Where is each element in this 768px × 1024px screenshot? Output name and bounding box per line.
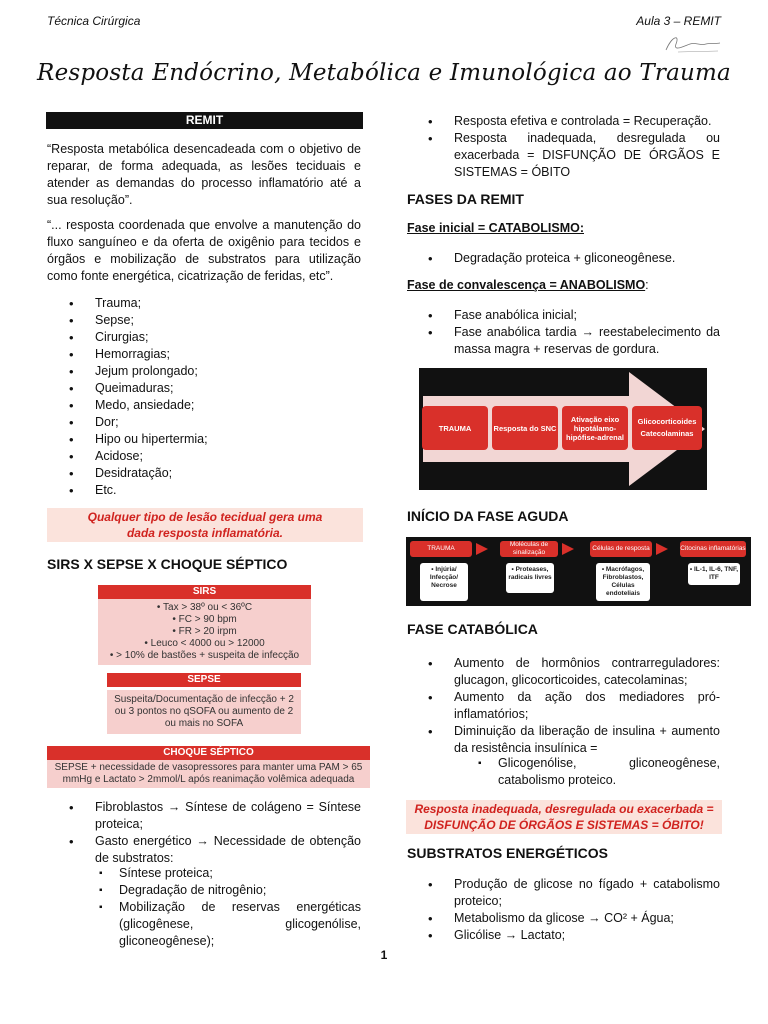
flow-step-hormonios: Glicocorticoides Catecolaminas bbox=[632, 406, 702, 450]
lesion-callout: Qualquer tipo de lesão tecidual gera uma dada resposta inflamatória. bbox=[47, 508, 363, 542]
list-item: • Hemorragias; bbox=[47, 346, 361, 363]
list-item: • Fibroblastos → Síntese de colágeno = Síntese proteica; bbox=[47, 799, 361, 833]
sirs-criterion: • Leuco < 4000 ou > 12000 bbox=[144, 638, 265, 649]
list-item: • Queimaduras; bbox=[47, 380, 361, 397]
list-item: • Sepse; bbox=[47, 312, 361, 329]
list-item: • Degradação proteica + gliconeogênese. bbox=[406, 250, 720, 267]
sirs-criterion: • FR > 20 irpm bbox=[172, 626, 237, 637]
acute-body-celulas: • Macrófagos, Fibroblastos, Células endoteliais bbox=[596, 563, 650, 601]
header-right: Aula 3 – REMIT bbox=[636, 14, 721, 28]
list-item: • Resposta efetiva e controlada = Recuperação. bbox=[406, 113, 720, 130]
remit-definition-2: “... resposta coordenada que envolve a manutenção do fluxo sanguíneo e da oferta de oxigênio para tecidos e órgãos e mobilização de substratos para utilização como fonte energética, cicatrização de feridas, etc”. bbox=[47, 218, 361, 283]
fase-conv-colon: : bbox=[645, 278, 649, 292]
list-item: ▪ Degradação de nitrogênio; bbox=[47, 882, 361, 899]
arrow-right-icon bbox=[656, 543, 668, 555]
list-item: • Aumento da ação dos mediadores pró-inflamatórios; bbox=[406, 689, 720, 723]
list-item: • Cirurgias; bbox=[47, 329, 361, 346]
list-item: • Metabolismo da glicose → CO² + Água; bbox=[406, 910, 720, 927]
list-item: ▪ Síntese proteica; bbox=[47, 865, 361, 882]
list-item: • Acidose; bbox=[47, 448, 361, 465]
sepse-box bbox=[107, 673, 301, 734]
list-item: ▪ Mobilização de reservas energéticas (glicogênese, glicogenólise, gliconeogênese); bbox=[47, 899, 361, 950]
catab-heading: FASE CATABÓLICA bbox=[407, 621, 538, 637]
list-item: • Jejum prolongado; bbox=[47, 363, 361, 380]
flow-step-eixo: Ativação eixo hipotálamo-hipófise-adrenal bbox=[562, 406, 628, 450]
sirs-criterion: • Tax > 38º ou < 36ºC bbox=[156, 602, 253, 613]
outcome-list bbox=[406, 113, 720, 181]
sepse-box-title: SEPSE bbox=[107, 673, 301, 687]
choque-box-title: CHOQUE SÉPTICO bbox=[47, 746, 370, 760]
signature-icon bbox=[658, 32, 728, 56]
acute-head-citocinas: Citocinas inflamatórias bbox=[680, 541, 746, 557]
arrow-right-icon bbox=[562, 543, 574, 555]
arrow-right-icon bbox=[476, 543, 488, 555]
sirs-heading: SIRS X SEPSE X CHOQUE SÉPTICO bbox=[47, 556, 288, 572]
fase-inicial-list bbox=[406, 250, 720, 267]
list-item: ▪ Glicogenólise, gliconeogênese, catabolismo proteico. bbox=[426, 755, 720, 789]
list-item: • Glicólise → Lactato; bbox=[406, 927, 720, 944]
list-item: • Desidratação; bbox=[47, 465, 361, 482]
aguda-heading: INÍCIO DA FASE AGUDA bbox=[407, 508, 569, 524]
list-item: • Gasto energético → Necessidade de obtenção de substratos: bbox=[47, 833, 361, 867]
list-item: • Hipo ou hipertermia; bbox=[47, 431, 361, 448]
remit-definition-1: “Resposta metabólica desencadeada com o objetivo de reparar, de forma adequada, as lesões teciduais e atender as demandas do processo inflamatório até a sua resolução”. bbox=[47, 142, 361, 207]
remit-bar: REMIT bbox=[46, 112, 363, 129]
causes-list bbox=[47, 295, 361, 499]
sirs-criterion: • > 10% de bastões + suspeita de infecção bbox=[109, 650, 300, 661]
acute-head-moleculas: Moléculas de sinalização bbox=[500, 541, 558, 557]
acute-body-moleculas: • Proteases, radicais livres bbox=[506, 563, 554, 593]
acute-head-celulas: Células de resposta bbox=[590, 541, 652, 557]
subs-list bbox=[406, 876, 720, 944]
list-item: • Aumento de hormônios contrarreguladores: glucagon, glicocorticoides, catecolaminas; bbox=[406, 655, 720, 689]
energy-list bbox=[47, 799, 361, 867]
sirs-box bbox=[98, 585, 311, 665]
remit-flow-diagram bbox=[419, 368, 707, 490]
list-item: • Fase anabólica inicial; bbox=[406, 307, 720, 324]
sirs-criterion: • FC > 90 bpm bbox=[172, 614, 237, 625]
list-item: • Resposta inadequada, desregulada ou exacerbada = DISFUNÇÃO DE ÓRGÃOS E SISTEMAS = ÓBITO bbox=[406, 130, 720, 181]
acute-body-citocinas: • IL-1, IL-6, TNF, ITF bbox=[688, 563, 740, 585]
acute-body-trauma: • Injúria/ Infecção/ Necrose bbox=[420, 563, 468, 601]
choque-box bbox=[47, 746, 370, 788]
catab-list bbox=[406, 655, 720, 757]
sirs-box-title: SIRS bbox=[98, 585, 311, 599]
list-item: • Trauma; bbox=[47, 295, 361, 312]
list-item: • Produção de glicose no fígado + catabolismo proteico; bbox=[406, 876, 720, 910]
fase-conv-label: Fase de convalescença = ANABOLISMO bbox=[407, 278, 646, 292]
acute-head-trauma: TRAUMA bbox=[410, 541, 472, 557]
list-item: • Fase anabólica tardia → reestabelecimento da massa magra + reservas de gordura. bbox=[406, 324, 720, 358]
subs-heading: SUBSTRATOS ENERGÉTICOS bbox=[407, 845, 608, 861]
failure-callout: Resposta inadequada, desregulada ou exacerbada = DISFUNÇÃO DE ÓRGÃOS E SISTEMAS = ÓBITO! bbox=[406, 800, 722, 834]
fase-conv-list bbox=[406, 307, 720, 358]
fases-heading: FASES DA REMIT bbox=[407, 191, 524, 207]
page-title: Resposta Endócrino, Metabólica e Imunológica ao Trauma bbox=[37, 60, 731, 86]
sepse-box-text: Suspeita/Documentação de infecção + 2 ou 3 pontos no qSOFA ou aumento de 2 ou mais no SOFA bbox=[107, 690, 301, 734]
flow-step-trauma: TRAUMA bbox=[422, 406, 488, 450]
page-number: 1 bbox=[380, 948, 388, 962]
list-item: • Diminuição da liberação de insulina + aumento da resistência insulínica = bbox=[406, 723, 720, 757]
list-item: • Medo, ansiedade; bbox=[47, 397, 361, 414]
flow-step-snc: Resposta do SNC bbox=[492, 406, 558, 450]
list-item: • Etc. bbox=[47, 482, 361, 499]
fase-inicial-heading: Fase inicial = CATABOLISMO: bbox=[407, 221, 584, 235]
catab-sublist bbox=[426, 755, 720, 789]
acute-phase-diagram bbox=[406, 537, 751, 606]
list-item: • Dor; bbox=[47, 414, 361, 431]
energy-sublist bbox=[47, 865, 361, 950]
header-left: Técnica Cirúrgica bbox=[47, 14, 141, 28]
fase-conv-heading bbox=[407, 278, 649, 292]
choque-box-text: SEPSE + necessidade de vasopressores para manter uma PAM > 65 mmHg e Lactato > 2mmol/L após reanimação volêmica adequada bbox=[47, 760, 370, 788]
